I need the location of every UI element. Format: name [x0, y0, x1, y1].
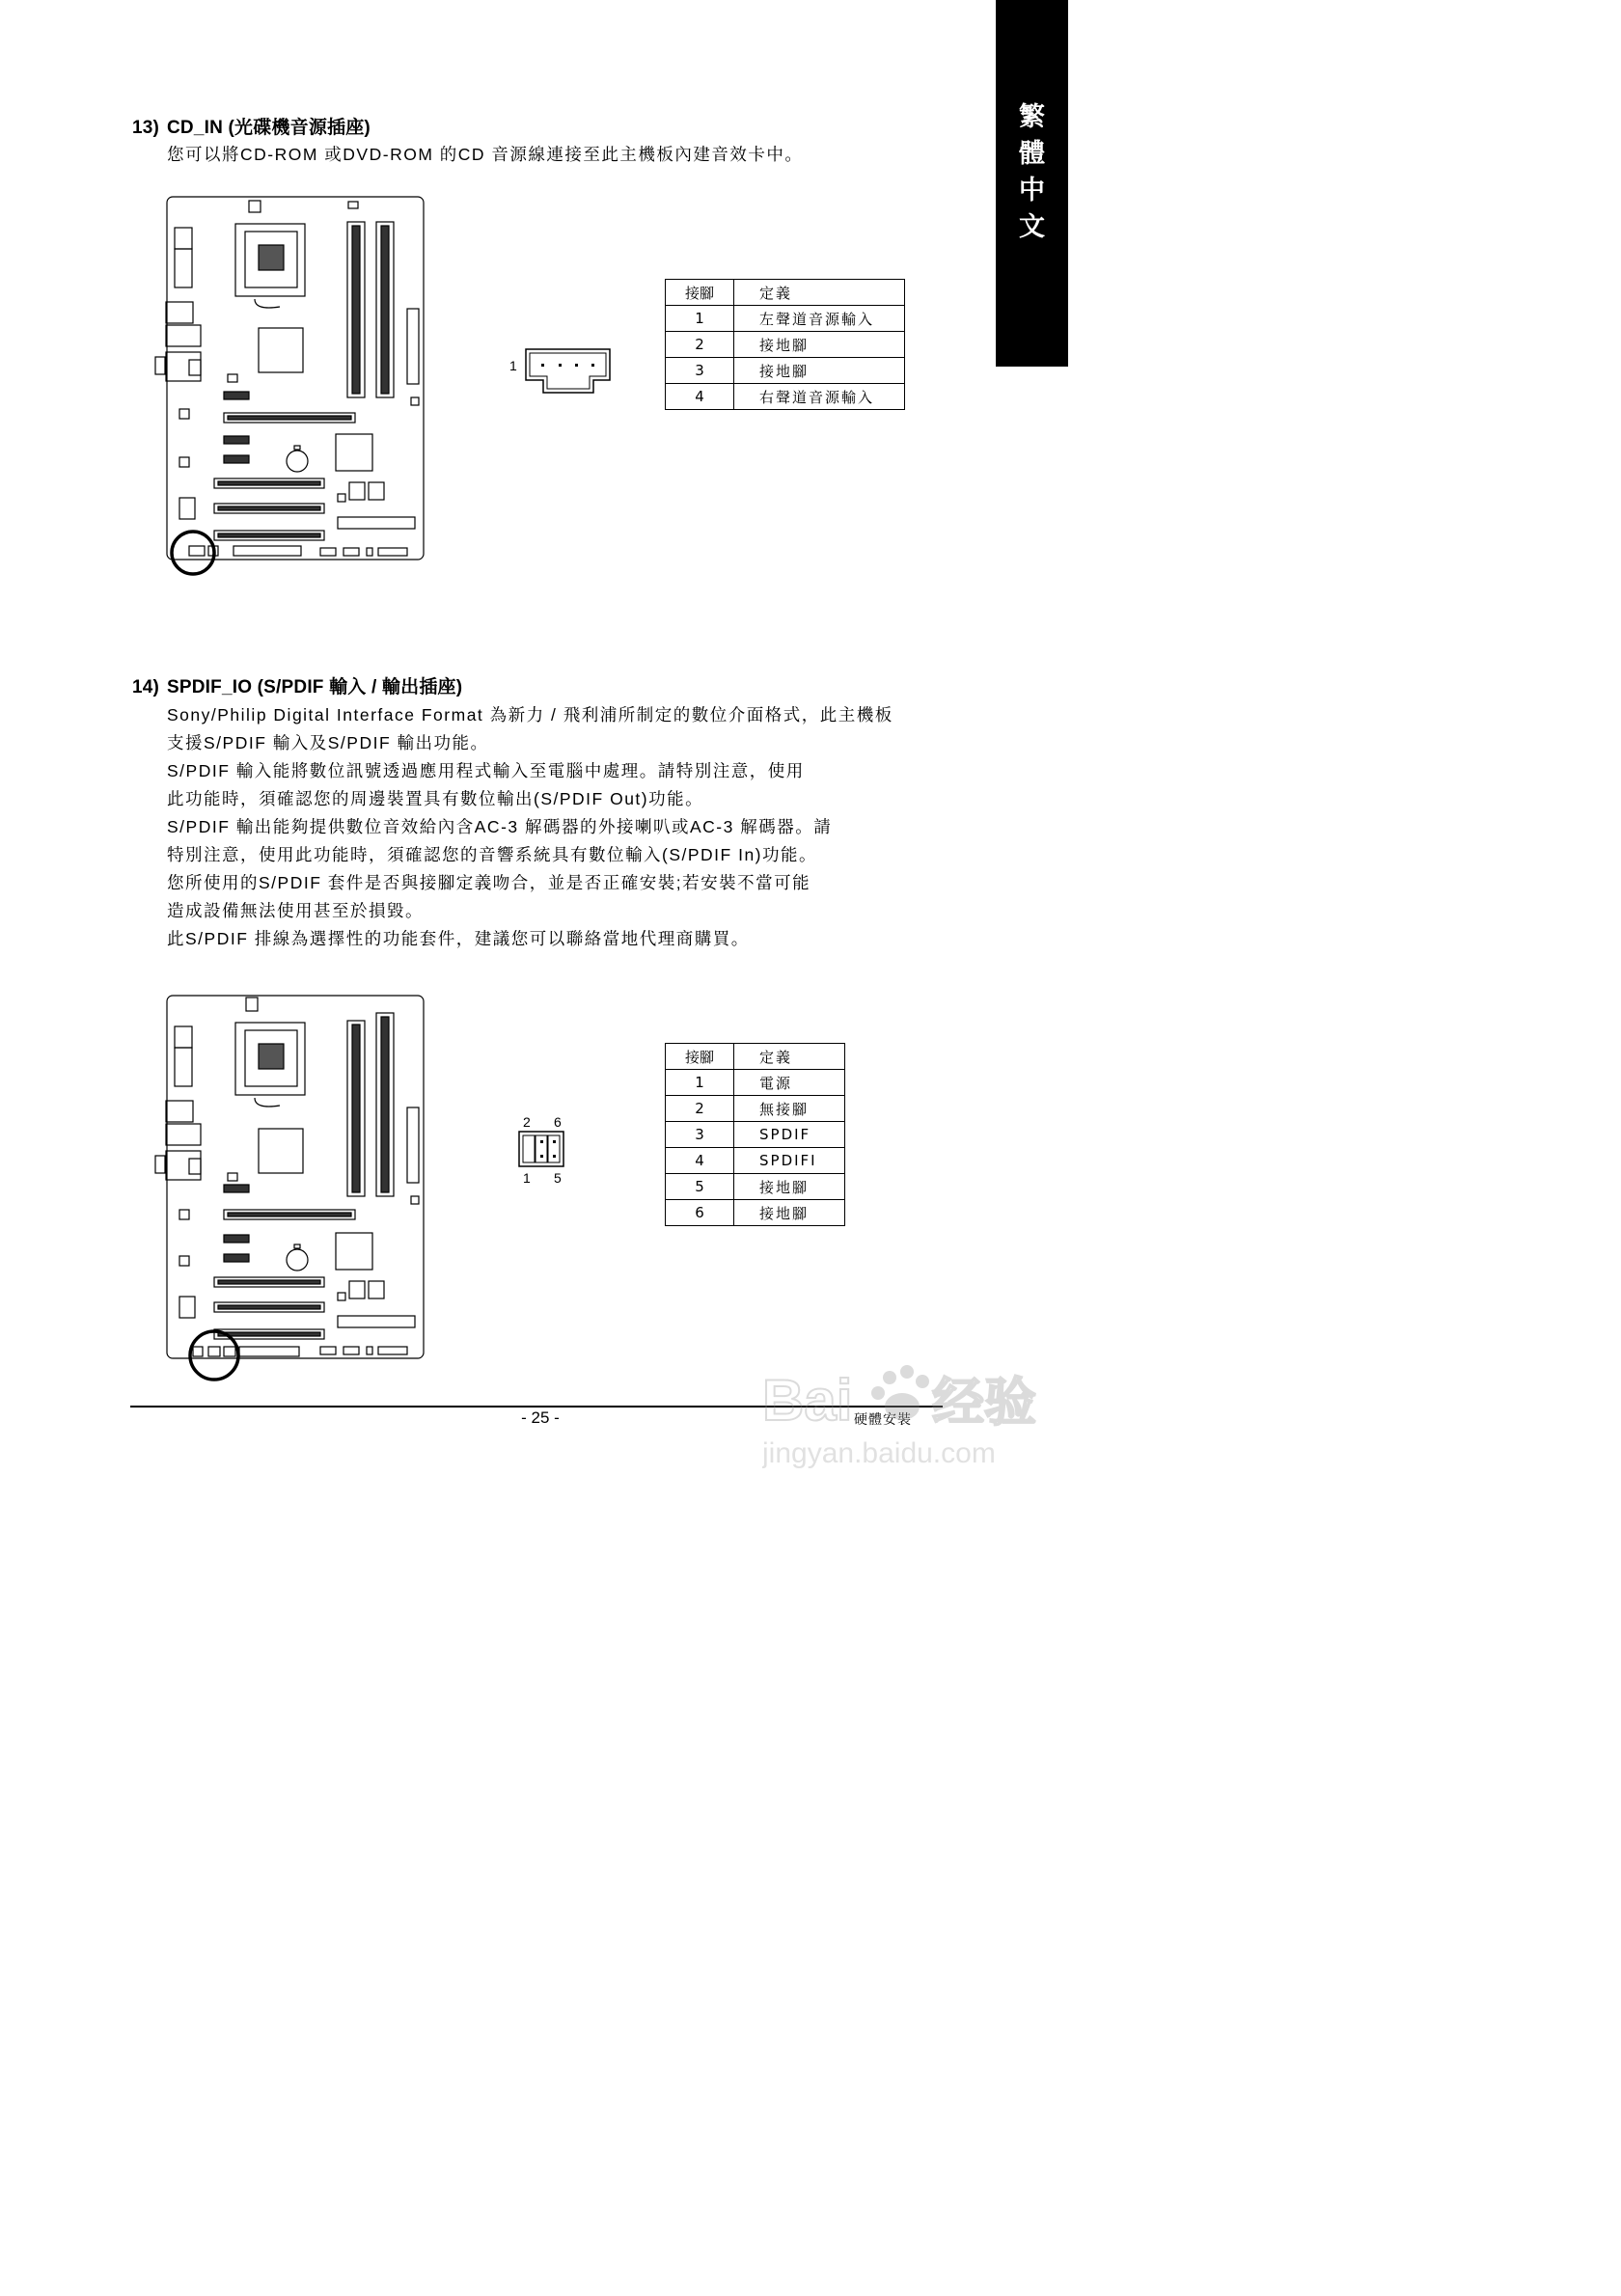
svg-text:经验: 经验 — [932, 1372, 1036, 1433]
table-header-cell: 定義 — [734, 280, 905, 306]
cd-in-connector-diagram — [524, 347, 613, 396]
table-cell: 2 — [666, 332, 734, 358]
spdif-connector-diagram — [517, 1130, 565, 1168]
table-row — [666, 358, 905, 384]
footer-chapter-label: 硬體安裝 — [854, 1412, 912, 1428]
motherboard-diagram-spdif — [154, 992, 429, 1387]
spdif-pin-table — [665, 1043, 845, 1226]
section13-heading — [132, 113, 371, 139]
paragraph-line: Sony/Philip Digital Interface Format 為新力 / 飛利浦所制定的數位介面格式，此主機板 — [167, 705, 893, 724]
table-cell: 6 — [666, 1200, 734, 1226]
section14-text — [167, 701, 939, 953]
table-row — [666, 1174, 845, 1200]
table-cell: 2 — [666, 1096, 734, 1122]
table-cell: SPDIFI — [734, 1148, 845, 1174]
table-row — [666, 1096, 845, 1122]
motherboard-diagram-cd-in — [154, 193, 429, 579]
table-cell: 5 — [666, 1174, 734, 1200]
table-header-cell: 接腳 — [666, 1044, 734, 1070]
table-cell: 電源 — [734, 1070, 845, 1096]
paragraph-line: S/PDIF 輸出能夠提供數位音效給內含AC-3 解碼器的外接喇叭或AC-3 解碼器。請 — [167, 817, 833, 836]
paragraph-line: 支援S/PDIF 輸入及S/PDIF 輸出功能。 — [167, 733, 489, 752]
table-row — [666, 1200, 845, 1226]
table-cell: 左聲道音源輸入 — [734, 306, 905, 332]
paragraph-line: 您所使用的S/PDIF 套件是否與接腳定義吻合，並是否正確安裝;若安裝不當可能 — [167, 873, 811, 892]
table-header-row — [666, 1044, 845, 1070]
table-row — [666, 1122, 845, 1148]
paragraph-line: 特別注意，使用此功能時，須確認您的音響系統具有數位輸入(S/PDIF In)功能。 — [167, 845, 818, 864]
svg-text:Bai: Bai — [762, 1368, 853, 1433]
table-row — [666, 1070, 845, 1096]
pin-label: 2 — [523, 1114, 531, 1130]
side-tab-char: 體 — [1019, 139, 1045, 169]
table-row — [666, 384, 905, 410]
table-cell: 接地腳 — [734, 1174, 845, 1200]
section13-title: CD_IN (光碟機音源插座) — [167, 118, 371, 138]
side-tab-char: 文 — [1019, 212, 1045, 242]
table-row — [666, 332, 905, 358]
section13-text — [167, 141, 939, 169]
pin-label: 1 — [523, 1170, 531, 1186]
table-cell: 1 — [666, 1070, 734, 1096]
paragraph-line: 您可以將CD-ROM 或DVD-ROM 的CD 音源線連接至此主機板內建音效卡中。 — [167, 145, 804, 164]
table-row — [666, 306, 905, 332]
table-cell: 接地腳 — [734, 1200, 845, 1226]
language-side-tab — [996, 0, 1068, 367]
table-header-cell: 定義 — [734, 1044, 845, 1070]
table-cell: 4 — [666, 1148, 734, 1174]
section14-heading — [132, 672, 462, 698]
paragraph-line: 此S/PDIF 排線為選擇性的功能套件，建議您可以聯絡當地代理商購買。 — [167, 929, 750, 948]
paragraph-line: 此功能時，須確認您的周邊裝置具有數位輸出(S/PDIF Out)功能。 — [167, 789, 704, 808]
section14-number: 14) — [132, 677, 160, 697]
paragraph-line: 造成設備無法使用甚至於損毀。 — [167, 901, 424, 920]
cd-in-pin-table — [665, 279, 905, 410]
side-tab-char: 中 — [1019, 176, 1045, 205]
table-cell: 接地腳 — [734, 358, 905, 384]
svg-text:jingyan.baidu.com: jingyan.baidu.com — [762, 1437, 996, 1469]
table-header-cell: 接腳 — [666, 280, 734, 306]
section13-number: 13) — [132, 118, 160, 138]
table-header-row — [666, 280, 905, 306]
table-cell: 右聲道音源輸入 — [734, 384, 905, 410]
baidu-watermark-logo — [762, 1351, 1052, 1476]
paragraph-line: S/PDIF 輸入能將數位訊號透過應用程式輸入至電腦中處理。請特別注意，使用 — [167, 761, 805, 780]
table-row — [666, 1148, 845, 1174]
table-cell: 無接腳 — [734, 1096, 845, 1122]
table-cell: 接地腳 — [734, 332, 905, 358]
table-cell: 3 — [666, 1122, 734, 1148]
table-cell: 3 — [666, 358, 734, 384]
connector-pin1-label: 1 — [509, 358, 517, 373]
pin-label: 6 — [554, 1114, 562, 1130]
table-cell: 4 — [666, 384, 734, 410]
table-cell: SPDIF — [734, 1122, 845, 1148]
table-cell: 1 — [666, 306, 734, 332]
section14-title: SPDIF_IO (S/PDIF 輸入 / 輸出插座) — [167, 677, 463, 697]
side-tab-char: 繁 — [1019, 102, 1045, 132]
page-number: - 25 - — [521, 1408, 560, 1427]
pin-label: 5 — [554, 1170, 562, 1186]
